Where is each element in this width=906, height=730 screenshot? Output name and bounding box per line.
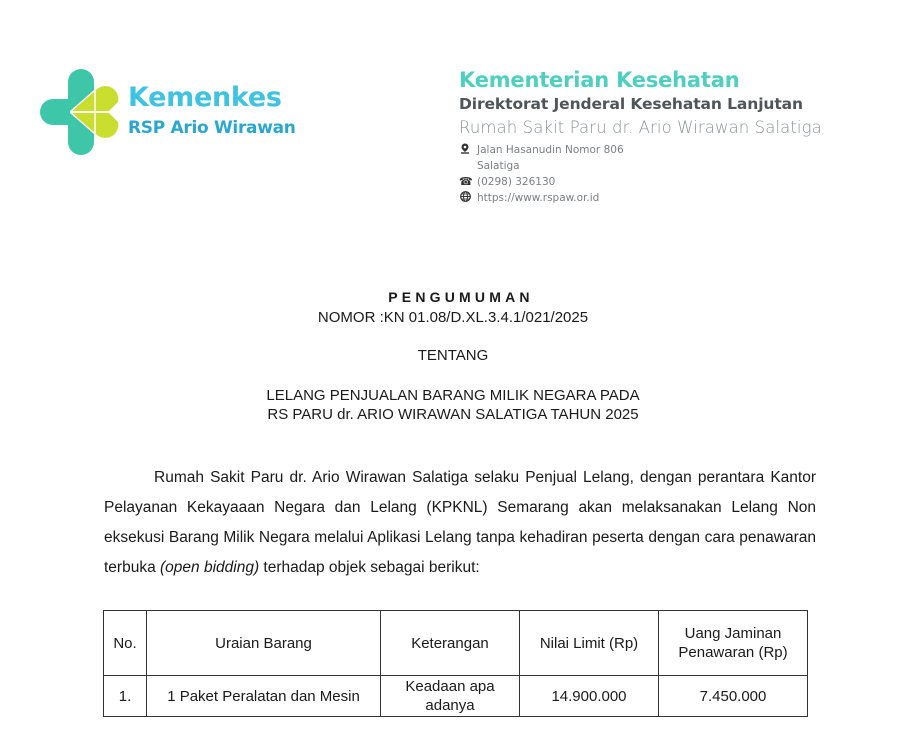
announcement-number: NOMOR :KN 01.08/D.XL.3.4.1/021/2025 [317, 309, 589, 326]
ministry-name: Kementerian Kesehatan [459, 68, 740, 92]
header-item-description: Uraian Barang [147, 611, 381, 676]
announcement-subject-line-2: RS PARU dr. ARIO WIRAWAN SALATIGA TAHUN 2025 [267, 406, 639, 423]
logo-name: Kemenkes [128, 82, 282, 113]
kemenkes-logo-mark [38, 68, 124, 156]
header-bid-deposit: Uang Jaminan Penawaran (Rp) [659, 611, 808, 676]
header-remarks: Keterangan [381, 611, 520, 676]
paragraph-text-end: terhadap objek sebagai berikut: [259, 559, 480, 576]
kemenkes-logo-icon [38, 68, 124, 156]
address-line-1 [459, 142, 624, 157]
cell-bid-deposit: 7.450.000 [659, 676, 808, 717]
cell-limit-value: 14.900.000 [520, 676, 659, 717]
announcement-title: PENGUMUMAN [388, 289, 534, 305]
website-link[interactable]: https://www.rspaw.or.id [477, 191, 600, 204]
map-pin-icon [459, 143, 471, 157]
paragraph-text: Rumah Sakit Paru dr. Ario Wirawan Salatiga selaku Penjual Lelang, dengan perantara Kantor Pelayanan Kekayaaan Negara dan Lelang (KPKNL) Semarang akan melaksanakan Lelang Non eksekusi Barang Milik Negara melalui Aplikasi Lelang tanpa kehadiran peserta dengan cara penawaran terbuka [104, 469, 816, 576]
auction-items-table [103, 610, 808, 717]
globe-icon [459, 191, 471, 205]
table-header-row [104, 611, 808, 676]
logo-subname: RSP Ario Wirawan [128, 118, 296, 138]
address-line-2 [477, 158, 520, 173]
table-row [104, 676, 808, 717]
phone-text: (0298) 326130 [477, 175, 556, 188]
announcement-subject-line-1: LELANG PENJUALAN BARANG MILIK NEGARA PADA [266, 387, 640, 404]
phone-icon: ☎ [459, 175, 473, 188]
paragraph-italic: (open bidding) [160, 559, 260, 576]
hospital-name: Rumah Sakit Paru dr. Ario Wirawan Salatiga [459, 118, 822, 137]
cell-no: 1. [104, 676, 147, 717]
website-line [459, 190, 599, 205]
cell-item-description: 1 Paket Peralatan dan Mesin [147, 676, 381, 717]
phone-line [459, 174, 555, 189]
directorate-name: Direktorat Jenderal Kesehatan Lanjutan [459, 95, 803, 113]
header-no: No. [104, 611, 147, 676]
address-text: Jalan Hasanudin Nomor 806 [477, 143, 624, 156]
body-paragraph [104, 463, 816, 583]
city-text: Salatiga [477, 159, 520, 172]
cell-remarks: Keadaan apa adanya [381, 676, 520, 717]
announcement-about-label: TENTANG [417, 347, 489, 364]
header-limit-value: Nilai Limit (Rp) [520, 611, 659, 676]
